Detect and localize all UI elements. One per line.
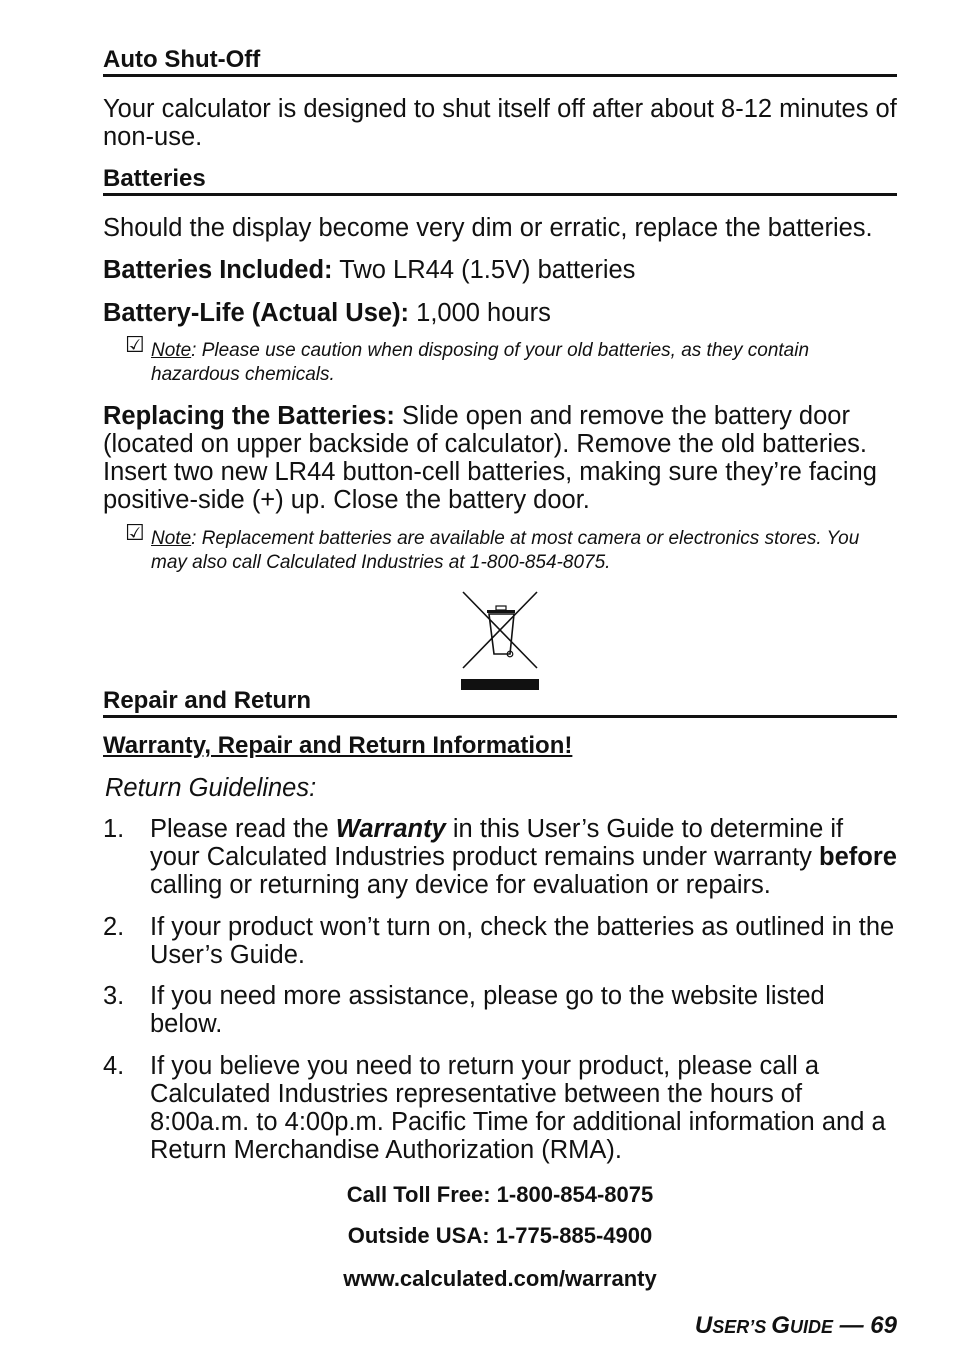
- list-text: If you believe you need to return your product, please call a Calculated Industries representative between the hours of 8:00a.m. to 4:00p.m. Pacific Time for additional information and a Return Merchandise Authorization (RMA).: [150, 1052, 886, 1164]
- list-text: If you need more assistance, please go to the website listed below.: [150, 982, 825, 1038]
- replacing-label: Replacing the Batteries:: [103, 402, 395, 430]
- list-item: [103, 982, 897, 1038]
- checkbox-check-icon: ☑: [125, 520, 145, 545]
- note-label: Note: [151, 528, 192, 549]
- list-text: Please read the: [150, 815, 336, 843]
- battery-life-label: Battery-Life (Actual Use):: [103, 299, 410, 327]
- warranty-emphasis: Warranty: [335, 815, 446, 843]
- note-disposal: [125, 332, 897, 387]
- auto-shutoff-text: Your calculator is designed to shut itself off after about 8-12 minutes of non-use.: [103, 95, 897, 151]
- battery-life: [103, 299, 897, 327]
- batteries-included-value: Two LR44 (1.5V) batteries: [339, 256, 636, 284]
- footer-apos: ’S: [749, 1317, 772, 1337]
- before-emphasis: before: [819, 843, 897, 871]
- note-replacement: [125, 520, 897, 575]
- batteries-included: [103, 256, 897, 284]
- footer-g: G: [771, 1312, 790, 1339]
- batteries-included-label: Batteries Included:: [103, 256, 333, 284]
- list-number: 3.: [103, 982, 125, 1010]
- return-guidelines-label: Return Guidelines:: [105, 774, 317, 802]
- toll-free-number: Call Toll Free: 1-800-854-8075: [346, 1182, 654, 1207]
- page-number: — 69: [832, 1312, 897, 1339]
- replacing-text: Slide open and remove the battery door (located on upper backside of calculator). Remove the old batteries. Insert two new LR44 button-cell batteries, making sure they’re facing positive-side (+) up. Close the battery door.: [103, 402, 877, 514]
- list-number: 2.: [103, 913, 125, 941]
- list-text: in this User’s Guide to determine if your Calculated Industries product remains under warranty: [150, 815, 844, 871]
- replacing-batteries: [103, 402, 897, 514]
- heading-batteries: Batteries: [103, 165, 897, 196]
- page-footer: [695, 1312, 897, 1340]
- footer-ser: SER: [712, 1317, 750, 1337]
- warranty-website-link[interactable]: www.calculated.com/warranty: [343, 1266, 657, 1291]
- heading-repair-return: Repair and Return: [103, 687, 897, 718]
- weee-crossed-bin-icon: [461, 590, 541, 692]
- list-item: [103, 815, 897, 899]
- battery-life-value: 1,000 hours: [416, 299, 551, 327]
- note-text: : Please use caution when disposing of your old batteries, as they contain hazardous chemicals.: [151, 340, 810, 385]
- list-item: [103, 1052, 897, 1164]
- list-number: 1.: [103, 815, 125, 843]
- warranty-subheading: [103, 732, 897, 760]
- list-text: If your product won’t turn on, check the batteries as outlined in the User’s Guide.: [150, 913, 895, 969]
- warranty-subheading-text: Warranty, Repair and Return Information!: [103, 732, 573, 759]
- heading-auto-shutoff: Auto Shut-Off: [103, 46, 897, 77]
- outside-usa-number: Outside USA: 1-775-885-4900: [347, 1223, 653, 1248]
- footer-u: U: [694, 1312, 713, 1339]
- batteries-text: Should the display become very dim or erratic, replace the batteries.: [103, 214, 873, 242]
- checkbox-check-icon: ☑: [125, 332, 145, 357]
- list-item: [103, 913, 897, 969]
- list-number: 4.: [103, 1052, 125, 1080]
- footer-uide: UIDE: [789, 1317, 833, 1337]
- list-text: calling or returning any device for evaluation or repairs.: [150, 871, 771, 899]
- note-text: : Replacement batteries are available at most camera or electronics stores. You may also call Calculated Industries at 1-800-854-8075.: [151, 528, 860, 573]
- note-label: Note: [151, 340, 192, 361]
